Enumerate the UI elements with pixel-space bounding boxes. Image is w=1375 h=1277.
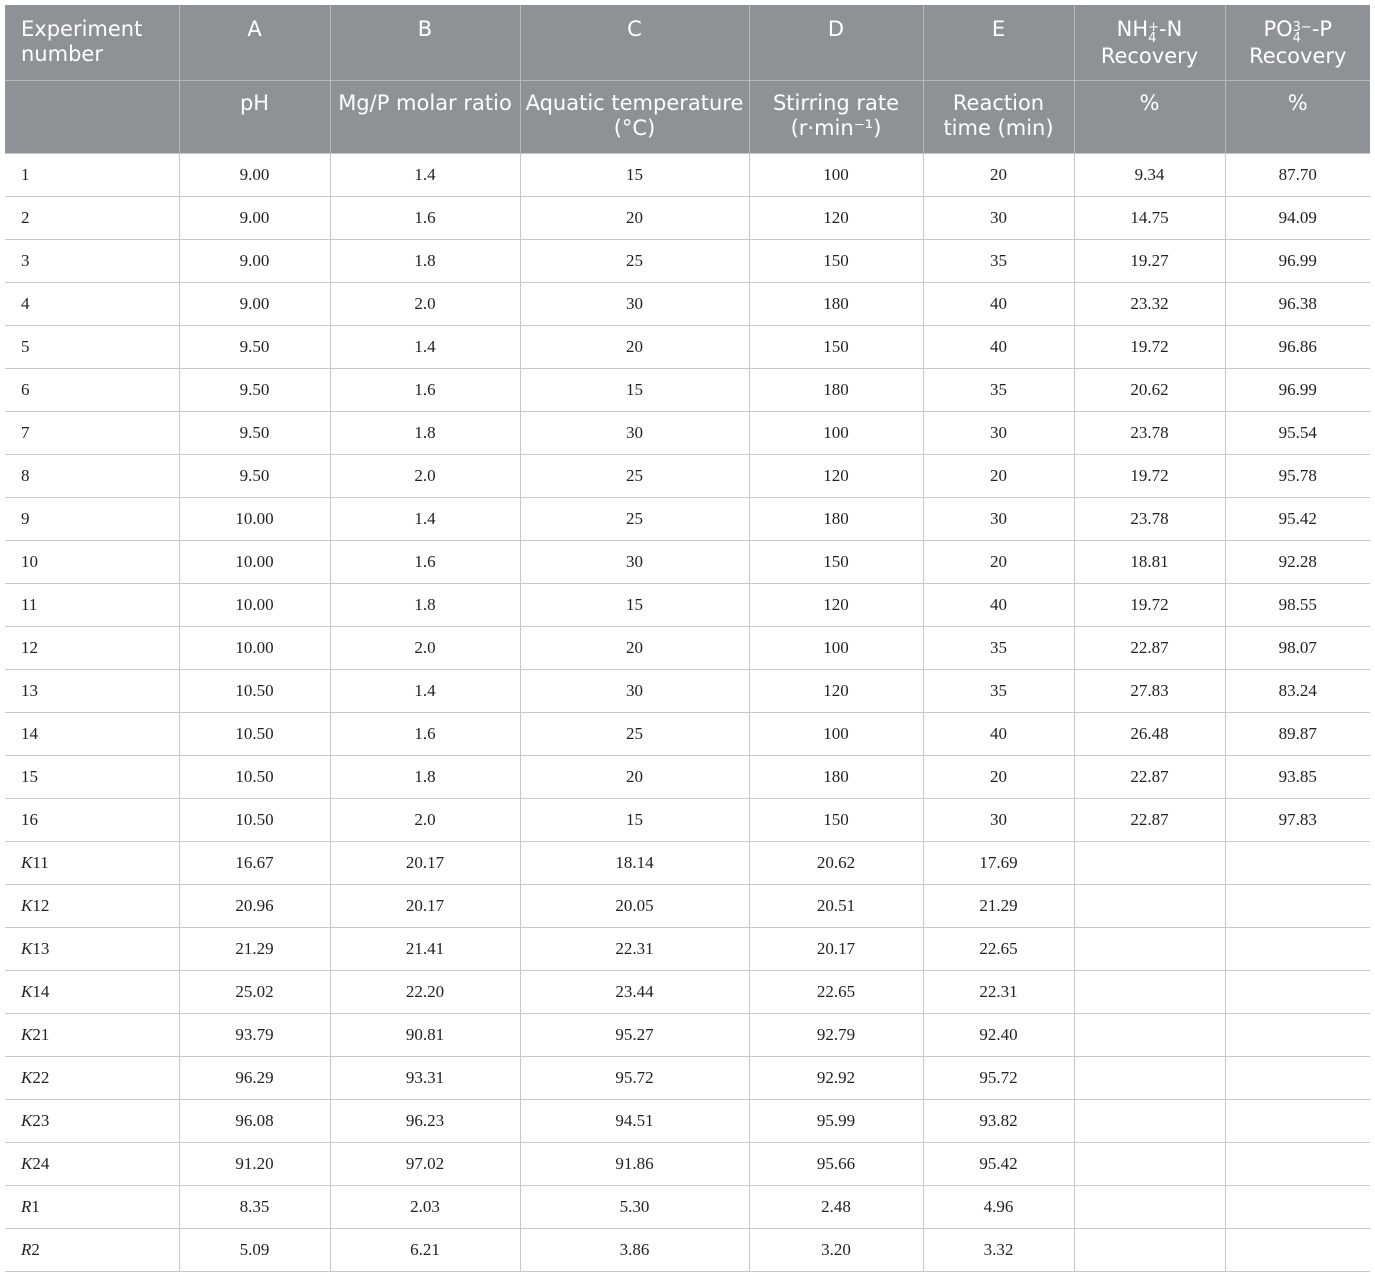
table-cell: 17.69 — [923, 841, 1074, 884]
experiment-number-cell: 15 — [5, 755, 179, 798]
table-cell: 95.27 — [520, 1013, 749, 1056]
table-cell: 16.67 — [179, 841, 330, 884]
table-cell: 15 — [520, 153, 749, 196]
table-cell: 97.83 — [1225, 798, 1370, 841]
table-cell: 1.8 — [330, 411, 520, 454]
empty-cell — [1225, 970, 1370, 1013]
empty-cell — [1225, 1056, 1370, 1099]
table-row — [5, 540, 1370, 583]
summary-label-letter: K — [21, 938, 33, 958]
summary-label-cell — [5, 970, 179, 1013]
table-cell: 120 — [749, 196, 923, 239]
table-row — [5, 497, 1370, 540]
summary-label-cell — [5, 1185, 179, 1228]
table-cell: 1.4 — [330, 153, 520, 196]
table-cell: 91.20 — [179, 1142, 330, 1185]
summary-label-cell — [5, 884, 179, 927]
empty-cell — [1074, 884, 1225, 927]
table-cell: 93.79 — [179, 1013, 330, 1056]
table-cell: 9.34 — [1074, 153, 1225, 196]
experiment-number-cell: 11 — [5, 583, 179, 626]
header-nh4-unit: % — [1074, 80, 1225, 153]
summary-label-number: 13 — [32, 938, 50, 958]
empty-cell — [1225, 1228, 1370, 1271]
table-cell: 23.78 — [1074, 497, 1225, 540]
table-cell: 14.75 — [1074, 196, 1225, 239]
table-cell: 30 — [923, 798, 1074, 841]
summary-label-cell — [5, 1099, 179, 1142]
header-blank — [5, 80, 179, 153]
table-cell: 15 — [520, 798, 749, 841]
summary-label-letter: K — [21, 1110, 33, 1130]
table-cell: 10.50 — [179, 669, 330, 712]
table-cell: 95.72 — [520, 1056, 749, 1099]
table-cell: 9.00 — [179, 239, 330, 282]
experiment-number-cell: 4 — [5, 282, 179, 325]
table-cell: 19.72 — [1074, 325, 1225, 368]
empty-cell — [1074, 1013, 1225, 1056]
table-cell: 95.99 — [749, 1099, 923, 1142]
header-factor-c: C — [520, 5, 749, 80]
table-cell: 30 — [520, 411, 749, 454]
table-cell: 9.50 — [179, 368, 330, 411]
table-cell: 100 — [749, 712, 923, 755]
table-cell: 2.0 — [330, 626, 520, 669]
summary-label-number: 22 — [32, 1067, 50, 1087]
table-cell: 8.35 — [179, 1185, 330, 1228]
table-cell: 3.32 — [923, 1228, 1074, 1271]
header-stirring-rate: Stirring rate (r·min⁻¹) — [749, 80, 923, 153]
table-cell: 35 — [923, 669, 1074, 712]
table-cell: 20.62 — [1074, 368, 1225, 411]
table-cell: 100 — [749, 411, 923, 454]
experiment-number-cell: 2 — [5, 196, 179, 239]
table-cell: 96.08 — [179, 1099, 330, 1142]
table-cell: 22.31 — [520, 927, 749, 970]
table-cell: 22.65 — [749, 970, 923, 1013]
table-cell: 94.09 — [1225, 196, 1370, 239]
summary-label-cell — [5, 841, 179, 884]
table-cell: 94.51 — [520, 1099, 749, 1142]
table-cell: 25 — [520, 454, 749, 497]
table-cell: 180 — [749, 368, 923, 411]
summary-label-number: 24 — [32, 1153, 50, 1173]
table-cell: 10.00 — [179, 497, 330, 540]
table-cell: 9.50 — [179, 454, 330, 497]
table-cell: 1.6 — [330, 540, 520, 583]
experiment-number-cell: 13 — [5, 669, 179, 712]
table-cell: 180 — [749, 755, 923, 798]
summary-label-letter: R — [21, 1239, 32, 1259]
table-cell: 20 — [923, 540, 1074, 583]
summary-label-number: 21 — [32, 1024, 50, 1044]
table-cell: 93.85 — [1225, 755, 1370, 798]
empty-cell — [1225, 1099, 1370, 1142]
table-cell: 21.41 — [330, 927, 520, 970]
empty-cell — [1225, 1185, 1370, 1228]
summary-row — [5, 1013, 1370, 1056]
table-cell: 93.82 — [923, 1099, 1074, 1142]
table-cell: 2.0 — [330, 454, 520, 497]
table-cell: 10.00 — [179, 626, 330, 669]
table-cell: 120 — [749, 454, 923, 497]
experiment-number-cell: 7 — [5, 411, 179, 454]
table-cell: 98.55 — [1225, 583, 1370, 626]
experiment-number-cell: 3 — [5, 239, 179, 282]
table-cell: 96.38 — [1225, 282, 1370, 325]
header-nh4-recovery: NH + 4 -N Recovery — [1074, 5, 1225, 80]
table-cell: 10.50 — [179, 755, 330, 798]
table-cell: 22.87 — [1074, 755, 1225, 798]
summary-label-number: 11 — [32, 852, 49, 872]
table-cell: 23.78 — [1074, 411, 1225, 454]
header-factor-d: D — [749, 5, 923, 80]
table-row — [5, 411, 1370, 454]
table-row — [5, 712, 1370, 755]
table-cell: 2.0 — [330, 282, 520, 325]
table-cell: 20.17 — [330, 841, 520, 884]
table-cell: 20 — [520, 755, 749, 798]
table-cell: 20 — [520, 626, 749, 669]
table-cell: 1.8 — [330, 583, 520, 626]
table-cell: 25 — [520, 712, 749, 755]
table-cell: 1.8 — [330, 239, 520, 282]
empty-cell — [1225, 927, 1370, 970]
table-cell: 120 — [749, 669, 923, 712]
table-cell: 10.50 — [179, 798, 330, 841]
experiment-number-cell: 1 — [5, 153, 179, 196]
table-cell: 20.62 — [749, 841, 923, 884]
table-cell: 5.30 — [520, 1185, 749, 1228]
table-cell: 92.79 — [749, 1013, 923, 1056]
table-cell: 30 — [520, 282, 749, 325]
summary-row — [5, 1056, 1370, 1099]
table-cell: 20 — [923, 755, 1074, 798]
table-row — [5, 368, 1370, 411]
table-cell: 1.6 — [330, 368, 520, 411]
table-cell: 1.6 — [330, 712, 520, 755]
table-cell: 23.32 — [1074, 282, 1225, 325]
table-cell: 30 — [923, 411, 1074, 454]
table-cell: 97.02 — [330, 1142, 520, 1185]
table-cell: 1.4 — [330, 325, 520, 368]
table-cell: 1.4 — [330, 497, 520, 540]
table-cell: 27.83 — [1074, 669, 1225, 712]
table-cell: 19.72 — [1074, 583, 1225, 626]
table-row — [5, 755, 1370, 798]
header-factor-a: A — [179, 5, 330, 80]
empty-cell — [1074, 1228, 1225, 1271]
table-cell: 89.87 — [1225, 712, 1370, 755]
table-cell: 20.96 — [179, 884, 330, 927]
table-cell: 30 — [923, 196, 1074, 239]
table-cell: 19.27 — [1074, 239, 1225, 282]
table-cell: 22.20 — [330, 970, 520, 1013]
table-cell: 20.51 — [749, 884, 923, 927]
table-cell: 40 — [923, 325, 1074, 368]
table-cell: 1.6 — [330, 196, 520, 239]
table-cell: 40 — [923, 712, 1074, 755]
table-cell: 96.29 — [179, 1056, 330, 1099]
table-cell: 22.87 — [1074, 626, 1225, 669]
table-cell: 10.50 — [179, 712, 330, 755]
table-cell: 35 — [923, 239, 1074, 282]
table-cell: 92.92 — [749, 1056, 923, 1099]
table-cell: 20 — [520, 325, 749, 368]
experiment-number-cell: 14 — [5, 712, 179, 755]
summary-label-letter: R — [21, 1196, 32, 1216]
table-cell: 21.29 — [179, 927, 330, 970]
table-cell: 98.07 — [1225, 626, 1370, 669]
table-cell: 150 — [749, 798, 923, 841]
summary-label-number: 12 — [32, 895, 50, 915]
table-cell: 120 — [749, 583, 923, 626]
empty-cell — [1074, 927, 1225, 970]
table-cell: 95.72 — [923, 1056, 1074, 1099]
experiment-number-cell: 10 — [5, 540, 179, 583]
table-header — [5, 5, 1370, 153]
table-cell: 95.54 — [1225, 411, 1370, 454]
experiment-number-cell: 5 — [5, 325, 179, 368]
table-cell: 20 — [923, 454, 1074, 497]
table-cell: 20.05 — [520, 884, 749, 927]
table-cell: 21.29 — [923, 884, 1074, 927]
table-cell: 95.42 — [923, 1142, 1074, 1185]
table-cell: 93.31 — [330, 1056, 520, 1099]
table-cell: 9.50 — [179, 411, 330, 454]
table-cell: 22.65 — [923, 927, 1074, 970]
table-cell: 150 — [749, 540, 923, 583]
table-cell: 26.48 — [1074, 712, 1225, 755]
header-factor-e: E — [923, 5, 1074, 80]
table-cell: 2.0 — [330, 798, 520, 841]
table-cell: 96.99 — [1225, 368, 1370, 411]
table-cell: 100 — [749, 153, 923, 196]
table-cell: 95.42 — [1225, 497, 1370, 540]
summary-label-number: 23 — [32, 1110, 50, 1130]
table-row — [5, 454, 1370, 497]
summary-label-number: 1 — [31, 1196, 40, 1216]
table-cell: 2.03 — [330, 1185, 520, 1228]
summary-label-letter: K — [21, 1153, 33, 1173]
summary-label-letter: K — [21, 1024, 33, 1044]
data-table-container — [5, 5, 1370, 1272]
summary-label-letter: K — [21, 1067, 33, 1087]
table-cell: 2.48 — [749, 1185, 923, 1228]
table-row — [5, 325, 1370, 368]
empty-cell — [1225, 841, 1370, 884]
summary-row — [5, 1142, 1370, 1185]
table-cell: 150 — [749, 325, 923, 368]
table-cell: 100 — [749, 626, 923, 669]
summary-label-number: 2 — [31, 1239, 40, 1259]
table-cell: 18.81 — [1074, 540, 1225, 583]
table-cell: 1.8 — [330, 755, 520, 798]
table-cell: 83.24 — [1225, 669, 1370, 712]
empty-cell — [1225, 884, 1370, 927]
table-cell: 180 — [749, 497, 923, 540]
table-cell: 23.44 — [520, 970, 749, 1013]
table-row — [5, 282, 1370, 325]
summary-label-cell — [5, 1228, 179, 1271]
table-cell: 96.86 — [1225, 325, 1370, 368]
table-cell: 22.31 — [923, 970, 1074, 1013]
header-aquatic-temperature: Aquatic temperature (°C) — [520, 80, 749, 153]
table-row — [5, 798, 1370, 841]
experiment-number-cell: 16 — [5, 798, 179, 841]
orthogonal-experiment-table — [5, 5, 1370, 1272]
table-cell: 9.00 — [179, 153, 330, 196]
table-row — [5, 669, 1370, 712]
empty-cell — [1225, 1142, 1370, 1185]
table-cell: 3.20 — [749, 1228, 923, 1271]
empty-cell — [1074, 1185, 1225, 1228]
table-row — [5, 239, 1370, 282]
empty-cell — [1225, 1013, 1370, 1056]
table-cell: 5.09 — [179, 1228, 330, 1271]
table-cell: 4.96 — [923, 1185, 1074, 1228]
table-cell: 15 — [520, 583, 749, 626]
experiment-number-cell: 8 — [5, 454, 179, 497]
table-cell: 40 — [923, 282, 1074, 325]
table-cell: 96.99 — [1225, 239, 1370, 282]
table-cell: 10.00 — [179, 583, 330, 626]
table-cell: 22.87 — [1074, 798, 1225, 841]
table-row — [5, 153, 1370, 196]
summary-row — [5, 841, 1370, 884]
summary-label-letter: K — [21, 981, 33, 1001]
summary-label-cell — [5, 1056, 179, 1099]
table-row — [5, 196, 1370, 239]
empty-cell — [1074, 841, 1225, 884]
table-cell: 95.66 — [749, 1142, 923, 1185]
empty-cell — [1074, 1056, 1225, 1099]
table-cell: 40 — [923, 583, 1074, 626]
header-reaction-time: Reaction time (min) — [923, 80, 1074, 153]
table-cell: 19.72 — [1074, 454, 1225, 497]
table-cell: 92.28 — [1225, 540, 1370, 583]
table-cell: 6.21 — [330, 1228, 520, 1271]
summary-row — [5, 927, 1370, 970]
experiment-number-cell: 9 — [5, 497, 179, 540]
header-mg-p-ratio: Mg/P molar ratio — [330, 80, 520, 153]
table-cell: 92.40 — [923, 1013, 1074, 1056]
empty-cell — [1074, 1142, 1225, 1185]
table-cell: 9.00 — [179, 282, 330, 325]
summary-label-cell — [5, 1013, 179, 1056]
table-cell: 25.02 — [179, 970, 330, 1013]
table-cell: 180 — [749, 282, 923, 325]
table-cell: 96.23 — [330, 1099, 520, 1142]
table-cell: 35 — [923, 368, 1074, 411]
table-cell: 30 — [520, 540, 749, 583]
table-cell: 87.70 — [1225, 153, 1370, 196]
summary-label-letter: K — [21, 852, 33, 872]
table-cell: 20 — [520, 196, 749, 239]
header-row-factors — [5, 5, 1370, 80]
table-cell: 150 — [749, 239, 923, 282]
summary-label-cell — [5, 1142, 179, 1185]
table-cell: 18.14 — [520, 841, 749, 884]
summary-label-cell — [5, 927, 179, 970]
table-row — [5, 626, 1370, 669]
table-cell: 3.86 — [520, 1228, 749, 1271]
experiment-number-cell: 6 — [5, 368, 179, 411]
table-cell: 30 — [923, 497, 1074, 540]
table-cell: 10.00 — [179, 540, 330, 583]
table-cell: 1.4 — [330, 669, 520, 712]
header-po4-unit: % — [1225, 80, 1370, 153]
summary-row — [5, 1228, 1370, 1271]
table-cell: 20 — [923, 153, 1074, 196]
header-factor-b: B — [330, 5, 520, 80]
table-cell: 25 — [520, 497, 749, 540]
table-cell: 90.81 — [330, 1013, 520, 1056]
summary-row — [5, 884, 1370, 927]
table-cell: 15 — [520, 368, 749, 411]
summary-label-number: 14 — [32, 981, 50, 1001]
header-po4-recovery: PO 3− 4 -P Recovery — [1225, 5, 1370, 80]
experiment-number-cell: 12 — [5, 626, 179, 669]
empty-cell — [1074, 970, 1225, 1013]
summary-label-letter: K — [21, 895, 33, 915]
table-cell: 95.78 — [1225, 454, 1370, 497]
header-row-parameters — [5, 80, 1370, 153]
table-cell: 9.50 — [179, 325, 330, 368]
table-cell: 9.00 — [179, 196, 330, 239]
table-cell: 20.17 — [330, 884, 520, 927]
empty-cell — [1074, 1099, 1225, 1142]
header-experiment-number: Experiment number — [5, 5, 179, 80]
table-body — [5, 153, 1370, 1271]
summary-row — [5, 1099, 1370, 1142]
table-row — [5, 583, 1370, 626]
table-cell: 30 — [520, 669, 749, 712]
summary-row — [5, 1185, 1370, 1228]
summary-row — [5, 970, 1370, 1013]
table-cell: 20.17 — [749, 927, 923, 970]
table-cell: 91.86 — [520, 1142, 749, 1185]
header-ph: pH — [179, 80, 330, 153]
table-cell: 25 — [520, 239, 749, 282]
table-cell: 35 — [923, 626, 1074, 669]
